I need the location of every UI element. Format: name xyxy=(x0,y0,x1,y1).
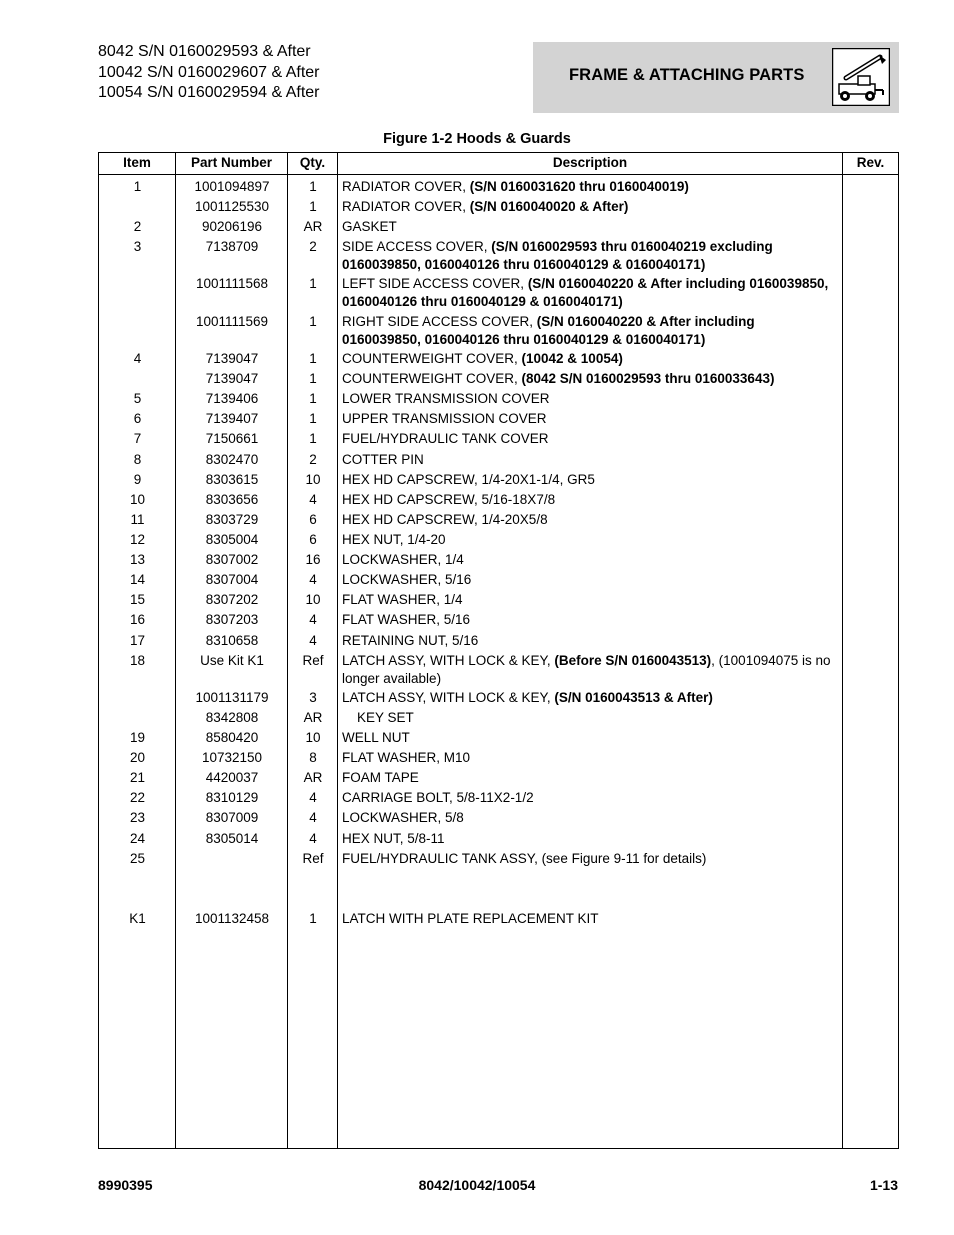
description-text: HEX HD CAPSCREW, 1/4-20X1-1/4, GR5 xyxy=(342,472,595,487)
description-cell xyxy=(338,218,833,236)
header-rev: Rev. xyxy=(856,155,885,170)
table-row xyxy=(99,198,833,216)
description-cell xyxy=(338,729,833,747)
description-text: WELL NUT xyxy=(342,730,410,745)
table-row xyxy=(99,218,833,236)
table-row xyxy=(99,471,833,489)
part-number-cell: 8307002 xyxy=(205,552,259,567)
description-text: LATCH ASSY, WITH LOCK & KEY, xyxy=(342,690,555,705)
model-serial-list xyxy=(98,42,320,104)
header-description: Description xyxy=(552,155,628,170)
table-row xyxy=(99,531,833,549)
serial-range-text: (8042 S/N 0160029593 thru 0160033643) xyxy=(521,371,775,386)
item-cell: 23 xyxy=(129,810,146,825)
description-text: LEFT SIDE ACCESS COVER, xyxy=(342,276,528,291)
footer-page-number: 1-13 xyxy=(869,1177,898,1193)
table-row xyxy=(99,491,833,509)
part-number-cell: 8342808 xyxy=(205,710,259,725)
description-text: GASKET xyxy=(342,219,397,234)
item-cell: 3 xyxy=(133,239,142,254)
serial-range-text: (S/N 0160040020 & After) xyxy=(469,199,629,214)
header-part-number: Part Number xyxy=(190,155,273,170)
description-cell xyxy=(338,238,833,273)
description-cell xyxy=(338,390,833,408)
description-text: RADIATOR COVER, xyxy=(342,199,470,214)
qty-cell: 2 xyxy=(309,239,317,254)
description-cell xyxy=(338,451,833,469)
serial-range-text: (S/N 0160029593 thru 0160040219 excluding 0160039850, 0160040126 thru 0160040129 & 0160040171) xyxy=(342,239,773,272)
item-cell: 7 xyxy=(133,431,142,446)
item-cell: 16 xyxy=(129,612,146,627)
qty-cell: 1 xyxy=(309,351,317,366)
qty-cell: 6 xyxy=(309,512,317,527)
item-cell: 15 xyxy=(129,592,146,607)
serial-range-text: (S/N 0160040220 & After including 0160039850, 0160040126 thru 0160040129 & 0160040171) xyxy=(342,314,755,347)
table-row xyxy=(99,591,833,609)
qty-cell: 4 xyxy=(309,633,317,648)
description-text: LOCKWASHER, 5/16 xyxy=(342,572,472,587)
footer-doc-number: 8990395 xyxy=(98,1177,153,1193)
description-text: RADIATOR COVER, xyxy=(342,179,470,194)
qty-cell: 10 xyxy=(305,730,321,745)
qty-cell: 4 xyxy=(309,492,317,507)
part-number-cell: 1001111568 xyxy=(195,276,269,291)
part-number-cell: 1001094897 xyxy=(194,179,270,194)
qty-cell: 16 xyxy=(305,552,321,567)
part-number-cell: 8303656 xyxy=(205,492,259,507)
description-text: LOCKWASHER, 5/8 xyxy=(342,810,464,825)
serial-range-text: (S/N 0160031620 thru 0160040019) xyxy=(469,179,689,194)
description-cell xyxy=(338,551,833,569)
qty-cell: Ref xyxy=(302,653,324,668)
description-text: RETAINING NUT, 5/16 xyxy=(342,633,479,648)
part-number-cell: 7139407 xyxy=(205,411,259,426)
serial-range-text: (S/N 0160043513 & After) xyxy=(554,690,713,705)
description-text: HEX NUT, 5/8-11 xyxy=(342,831,445,846)
description-text: SIDE ACCESS COVER, xyxy=(342,239,492,254)
description-cell xyxy=(338,350,833,368)
table-row xyxy=(99,238,833,273)
qty-cell: AR xyxy=(303,219,323,234)
description-note: , (1001094075 is no longer available) xyxy=(342,653,831,686)
table-row xyxy=(99,511,833,529)
table-row xyxy=(99,850,833,868)
description-text: FLAT WASHER, M10 xyxy=(342,750,471,765)
description-cell xyxy=(338,652,833,687)
description-text: LOWER TRANSMISSION COVER xyxy=(342,391,550,406)
part-number-cell: 7139047 xyxy=(205,371,259,386)
description-cell xyxy=(338,689,833,707)
table-row xyxy=(99,275,833,310)
description-cell xyxy=(338,809,833,827)
item-cell: 19 xyxy=(129,730,146,745)
part-number-cell: 8307203 xyxy=(205,612,259,627)
description-cell xyxy=(338,531,833,549)
description-text: COTTER PIN xyxy=(342,452,424,467)
table-row xyxy=(99,451,833,469)
item-cell: 20 xyxy=(129,750,146,765)
item-cell: 10 xyxy=(129,492,146,507)
description-cell xyxy=(338,313,833,348)
part-number-cell: 1001132458 xyxy=(194,911,270,926)
description-cell xyxy=(338,430,833,448)
table-row xyxy=(99,370,833,388)
table-row xyxy=(99,350,833,368)
description-text: LOCKWASHER, 1/4 xyxy=(342,552,464,567)
description-text: FUEL/HYDRAULIC TANK COVER xyxy=(342,431,549,446)
qty-cell: 1 xyxy=(309,431,317,446)
item-cell: 2 xyxy=(133,219,142,234)
description-text: FUEL/HYDRAULIC TANK ASSY, (see Figure 9-11 for details) xyxy=(342,851,707,866)
item-cell: 4 xyxy=(133,351,142,366)
table-row xyxy=(99,749,833,767)
table-row xyxy=(99,709,833,727)
item-cell: 14 xyxy=(129,572,146,587)
qty-cell: 10 xyxy=(305,472,321,487)
description-text: LATCH WITH PLATE REPLACEMENT KIT xyxy=(342,911,599,926)
item-cell: 8 xyxy=(133,452,142,467)
qty-cell: 6 xyxy=(309,532,317,547)
qty-cell: 4 xyxy=(309,612,317,627)
table-header xyxy=(99,153,898,175)
description-cell xyxy=(338,591,833,609)
description-text: HEX HD CAPSCREW, 1/4-20X5/8 xyxy=(342,512,548,527)
description-text: FLAT WASHER, 5/16 xyxy=(342,612,471,627)
qty-cell: 4 xyxy=(309,810,317,825)
serial-range-text: (Before S/N 0160043513) xyxy=(554,653,712,668)
description-text: COUNTERWEIGHT COVER, xyxy=(342,371,522,386)
table-row xyxy=(99,729,833,747)
table-row xyxy=(99,830,833,848)
description-text: CARRIAGE BOLT, 5/8-11X2-1/2 xyxy=(342,790,534,805)
table-row xyxy=(99,809,833,827)
item-cell: 9 xyxy=(133,472,142,487)
qty-cell: AR xyxy=(303,710,323,725)
part-number-cell: 8580420 xyxy=(205,730,259,745)
table-row xyxy=(99,769,833,787)
qty-cell: 10 xyxy=(305,592,321,607)
description-cell xyxy=(338,830,833,848)
item-cell: 22 xyxy=(129,790,146,805)
description-cell xyxy=(338,511,833,529)
item-cell: 6 xyxy=(133,411,142,426)
item-cell: 11 xyxy=(130,512,145,527)
description-text: HEX NUT, 1/4-20 xyxy=(342,532,446,547)
description-text: RIGHT SIDE ACCESS COVER, xyxy=(342,314,537,329)
description-cell xyxy=(338,491,833,509)
description-cell xyxy=(338,789,833,807)
description-text: FLAT WASHER, 1/4 xyxy=(342,592,463,607)
part-number-cell: 7139406 xyxy=(205,391,259,406)
description-text: UPPER TRANSMISSION COVER xyxy=(342,411,547,426)
description-cell xyxy=(338,910,833,928)
description-cell xyxy=(338,611,833,629)
qty-cell: 1 xyxy=(309,199,317,214)
description-text: FOAM TAPE xyxy=(342,770,419,785)
description-cell xyxy=(338,769,833,787)
part-number-cell: 8305014 xyxy=(205,831,259,846)
item-cell: 1 xyxy=(133,179,142,194)
table-row xyxy=(99,611,833,629)
part-number-cell: 7139047 xyxy=(205,351,259,366)
description-cell xyxy=(338,275,833,310)
description-text: HEX HD CAPSCREW, 5/16-18X7/8 xyxy=(342,492,556,507)
qty-cell: 2 xyxy=(309,452,317,467)
description-cell xyxy=(338,410,833,428)
part-number-cell: 4420037 xyxy=(205,770,259,785)
part-number-cell: 1001131179 xyxy=(195,690,269,705)
table-row xyxy=(99,410,833,428)
item-cell: K1 xyxy=(129,911,146,926)
part-number-cell: 8307009 xyxy=(205,810,259,825)
item-cell: 13 xyxy=(129,552,146,567)
table-row xyxy=(99,430,833,448)
part-number-cell: 7150661 xyxy=(205,431,259,446)
item-cell: 18 xyxy=(129,653,146,668)
description-cell xyxy=(338,749,833,767)
part-number-cell: 1001125530 xyxy=(194,199,270,214)
part-number-cell: 7138709 xyxy=(205,239,259,254)
table-row xyxy=(99,551,833,569)
table-row xyxy=(99,789,833,807)
description-text: COUNTERWEIGHT COVER, xyxy=(342,351,522,366)
qty-cell: 1 xyxy=(309,371,317,386)
footer-models: 8042/10042/10054 xyxy=(418,1177,536,1193)
part-number-cell: 8307202 xyxy=(205,592,259,607)
description-cell xyxy=(338,178,833,196)
table-row xyxy=(99,632,833,650)
qty-cell: 1 xyxy=(309,276,317,291)
part-number-cell: Use Kit K1 xyxy=(200,653,264,668)
description-cell xyxy=(338,198,833,216)
description-cell xyxy=(338,632,833,650)
item-cell: 21 xyxy=(129,770,146,785)
qty-cell: 1 xyxy=(309,314,317,329)
part-number-cell: 8310129 xyxy=(205,790,259,805)
part-number-cell: 8310658 xyxy=(205,633,259,648)
item-cell: 25 xyxy=(129,851,146,866)
item-cell: 17 xyxy=(129,633,146,648)
model-line: 8042 S/N 0160029593 & After xyxy=(98,43,311,60)
part-number-cell: 8305004 xyxy=(205,532,259,547)
part-number-cell: 10732150 xyxy=(201,750,263,765)
table-row xyxy=(99,910,833,928)
figure-title: Figure 1-2 Hoods & Guards xyxy=(383,131,571,147)
table-row xyxy=(99,178,833,196)
description-text: KEY SET xyxy=(342,710,414,725)
table-row xyxy=(99,571,833,589)
qty-cell: 3 xyxy=(309,690,317,705)
model-line: 10042 S/N 0160029607 & After xyxy=(98,63,320,81)
header-item: Item xyxy=(123,155,151,170)
model-line: 10054 S/N 0160029594 & After xyxy=(98,84,320,101)
table-row xyxy=(99,313,833,348)
qty-cell: 4 xyxy=(309,572,317,587)
description-text: LATCH ASSY, WITH LOCK & KEY, xyxy=(342,653,555,668)
item-cell: 5 xyxy=(133,391,142,406)
description-cell xyxy=(338,709,833,727)
qty-cell: Ref xyxy=(302,851,324,866)
item-cell: 24 xyxy=(129,831,146,846)
part-number-cell: 90206196 xyxy=(201,219,263,234)
telehandler-icon xyxy=(832,48,890,106)
qty-cell: 4 xyxy=(309,790,317,805)
section-title: FRAME & ATTACHING PARTS xyxy=(569,66,805,84)
column-divider xyxy=(842,153,843,1148)
description-cell xyxy=(338,571,833,589)
table-row xyxy=(99,652,833,687)
description-cell xyxy=(338,370,833,388)
part-number-cell: 8307004 xyxy=(205,572,259,587)
part-number-cell: 1001111569 xyxy=(195,314,269,329)
qty-cell: 1 xyxy=(309,411,317,426)
table-row xyxy=(99,689,833,707)
serial-range-text: (10042 & 10054) xyxy=(521,351,623,366)
header-qty: Qty. xyxy=(299,155,326,170)
qty-cell: 1 xyxy=(309,391,317,406)
qty-cell: AR xyxy=(303,770,323,785)
part-number-cell: 8303729 xyxy=(205,512,259,527)
serial-range-text: (S/N 0160040220 & After including 0160039850, 0160040126 thru 0160040129 & 0160040171) xyxy=(342,276,829,309)
table-row xyxy=(99,390,833,408)
qty-cell: 4 xyxy=(309,831,317,846)
part-number-cell: 8302470 xyxy=(205,452,259,467)
section-header xyxy=(533,42,899,113)
parts-table xyxy=(98,152,899,1149)
qty-cell: 1 xyxy=(309,911,317,926)
qty-cell: 1 xyxy=(309,179,317,194)
description-cell xyxy=(338,471,833,489)
description-cell xyxy=(338,850,833,868)
qty-cell: 8 xyxy=(309,750,317,765)
part-number-cell: 8303615 xyxy=(205,472,259,487)
item-cell: 12 xyxy=(129,532,146,547)
